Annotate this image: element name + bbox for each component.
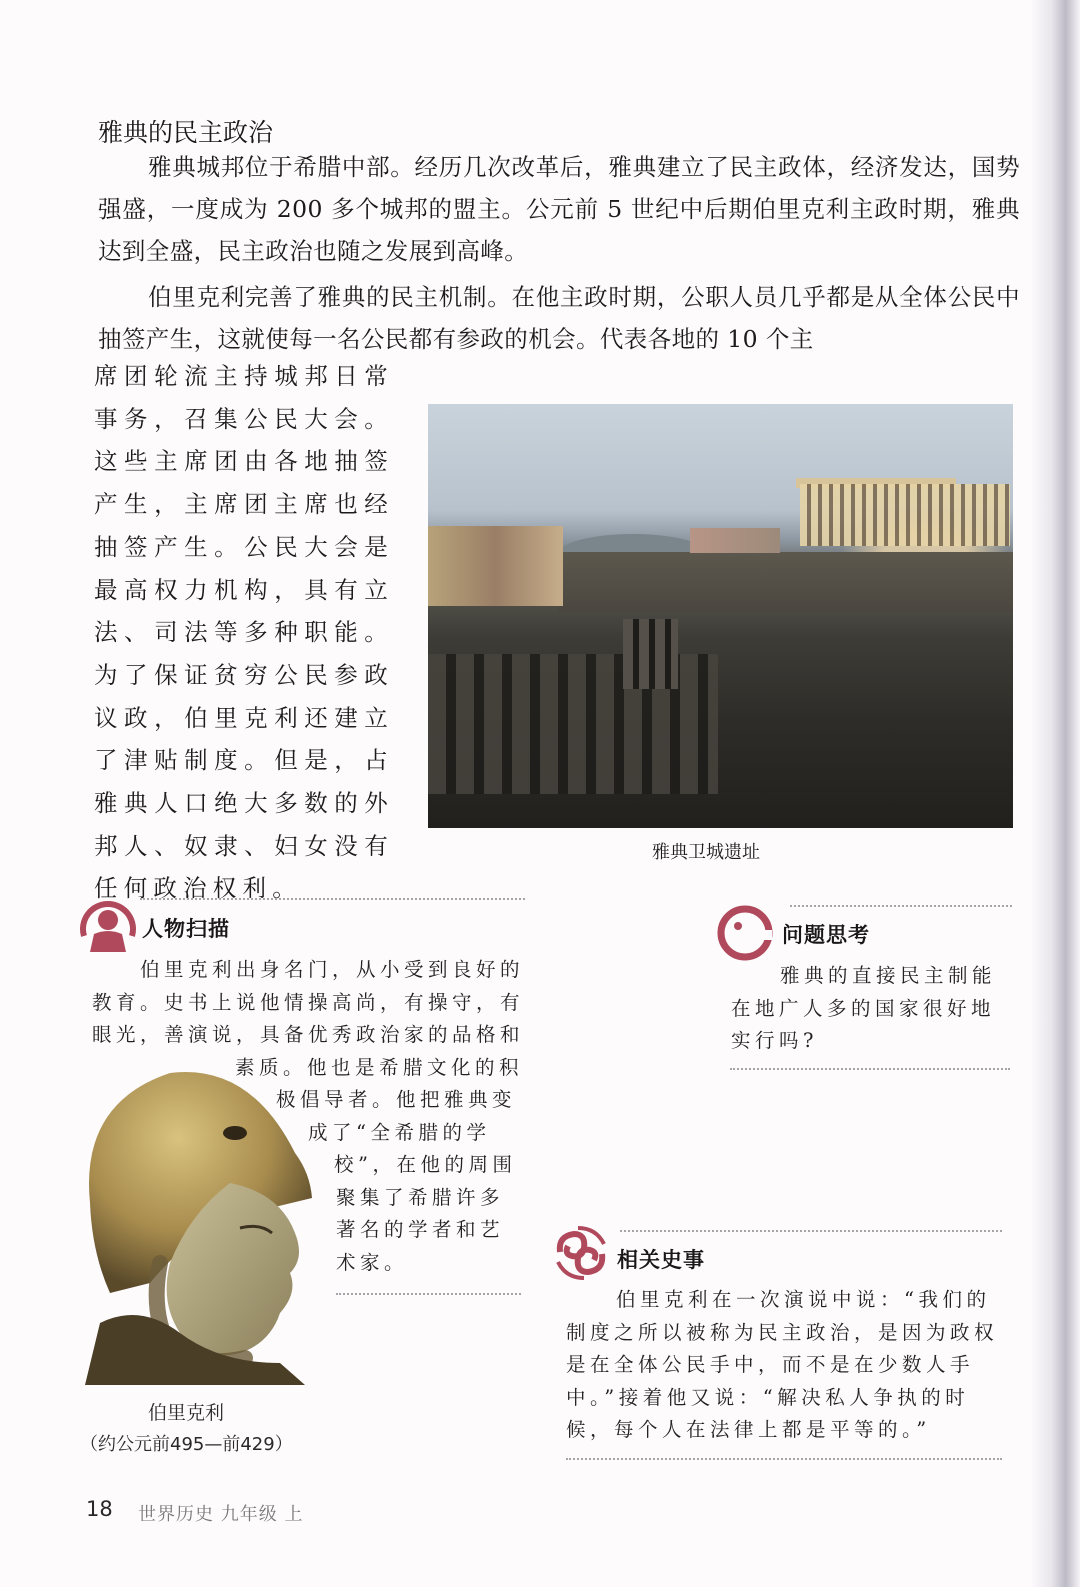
person-line: 教育。史书上说他情操高尚，有操守，有 [92, 990, 525, 1014]
photo-acropolis-wall [558, 552, 1013, 612]
history-line: 是在全体公民手中，而不是在少数人手 [566, 1353, 975, 1376]
person-icon [78, 896, 138, 952]
paragraph-2-top: 伯里克利完善了雅典的民主机制。在他主政时期，公职人员几乎都是从全体公民中抽签产生，这就使每一名公民都有参政的机会。代表各地的 10 个主 [98, 283, 1020, 353]
history-line: 伯里克利在一次演说中说：“我们的 [616, 1288, 991, 1311]
person-box-rule-top [140, 898, 525, 900]
person-box-title: 人物扫描 [142, 917, 230, 941]
question-line: 雅典的直接民主制能 [780, 964, 997, 987]
person-line: 聚集了希腊许多 [336, 1185, 505, 1209]
person-line: 极倡导者。他把雅典变 [276, 1088, 517, 1111]
related-history-icon [552, 1224, 610, 1282]
person-line: 成了“全希腊的学 [308, 1120, 491, 1144]
history-box-rule-bottom [566, 1458, 1002, 1460]
figure-caption: 雅典卫城遗址 [652, 842, 760, 863]
question-box-rule-top [790, 905, 1012, 907]
portrait-name: 伯里克利 [148, 1402, 225, 1424]
person-line: 素质。他也是希腊文化的积 [235, 1055, 524, 1079]
page-number: 18 [86, 1497, 113, 1521]
photo-erechtheion [690, 528, 780, 553]
question-head-icon [716, 904, 774, 962]
paragraph-2-column: 席团轮流主持城邦日常事务，召集公民大会。这些主席团由各地抽签产生，主席团主席也经抽签产生。公民大会是最高权力机构，具有立法、司法等多种职能。为了保证贫穷公民参政议政，伯里克利还建立了津贴制度。但是，占雅典人口绝大多数的外邦人、奴隶、妇女没有任何政治权利。 [94, 362, 394, 903]
photo-odeon-tower [623, 619, 678, 689]
person-line: 伯里克利出身名门，从小受到良好的 [140, 958, 525, 981]
photo-propylaea [428, 526, 563, 606]
question-box-rule-bottom [730, 1068, 1010, 1070]
question-line: 实行吗? [731, 1029, 818, 1052]
portrait-dates: （约公元前495—前429） [80, 1434, 293, 1455]
history-line: 中。”接着他又说：“解决私人争执的时 [566, 1385, 970, 1409]
acropolis-photo [428, 404, 1013, 828]
question-box-title: 问题思考 [782, 923, 870, 947]
person-line: 术家。 [336, 1250, 409, 1274]
person-line: 校”，在他的周围 [334, 1153, 517, 1176]
history-box-title: 相关史事 [617, 1248, 705, 1272]
history-box-text [0, 1284, 998, 1447]
paragraph-1: 雅典城邦位于希腊中部。经历几次改革后，雅典建立了民主政体，经济发达，国势强盛，一度成为 200 多个城邦的盟主。公元前 5 世纪中后期伯里克利主政时期，雅典达到全盛，民主政治也随之发展到高峰。 [98, 153, 1020, 265]
photo-parthenon [800, 484, 1010, 546]
section-heading: 雅典的民主政治 [98, 117, 274, 147]
question-box-text [0, 960, 996, 1058]
page-gutter-shadow [1032, 0, 1080, 1587]
history-line: 制度之所以被称为民主政治，是因为政权 [566, 1320, 999, 1344]
person-line: 眼光，善演说，具备优秀政治家的品格和 [92, 1023, 525, 1046]
history-box-rule-top [620, 1230, 1002, 1232]
question-line: 在地广人多的国家很好地 [731, 996, 996, 1020]
book-title: 世界历史 九年级 上 [138, 1504, 304, 1525]
person-line: 著名的学者和艺 [336, 1218, 505, 1241]
history-line: 候，每个人在法律上都是平等的。” [566, 1418, 931, 1441]
